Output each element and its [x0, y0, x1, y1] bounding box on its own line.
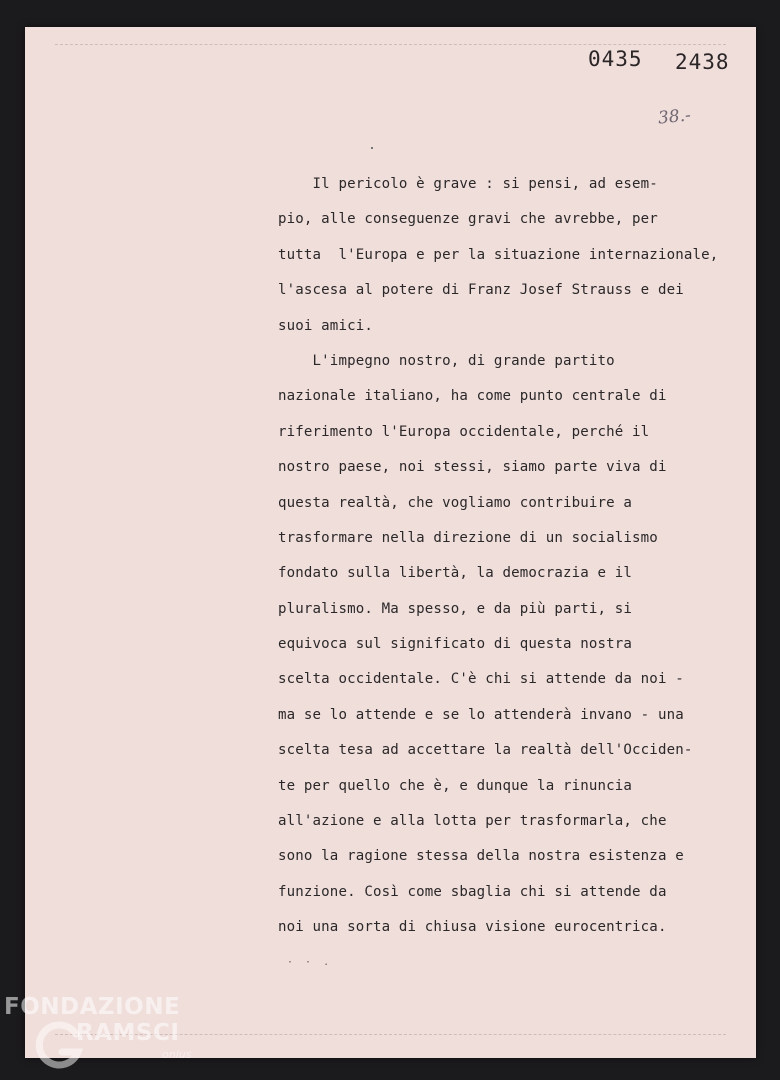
- watermark-suffix: onlus: [162, 1048, 192, 1061]
- document-page: [25, 27, 756, 1058]
- text-line: nostro paese, noi stessi, siamo parte viva di: [278, 459, 667, 476]
- ink-specks-bottom: · · .: [287, 957, 333, 968]
- typed-text-body: [278, 167, 748, 946]
- text-line: scelta occidentale. C'è chi si attende da noi -: [278, 671, 684, 688]
- text-line: trasformare nella direzione di un socialismo: [278, 529, 658, 546]
- text-line: Il pericolo è grave : si pensi, ad esem-: [278, 176, 658, 192]
- text-line: funzione. Così come sbaglia chi si attende da: [278, 883, 667, 900]
- text-line: L'impegno nostro, di grande partito: [278, 352, 615, 369]
- text-line: l'ascesa al potere di Franz Josef Strauss e dei: [278, 282, 684, 299]
- top-dashed-rule: [55, 44, 726, 45]
- text-line: pluralismo. Ma spesso, e da più parti, si: [278, 600, 633, 617]
- handwritten-page-number: 38.-: [657, 105, 692, 129]
- watermark-line1: FONDAZIONE: [4, 994, 181, 1020]
- text-line: riferimento l'Europa occidentale, perché il: [278, 423, 650, 440]
- text-line: noi una sorta di chiusa visione eurocentrica.: [278, 919, 667, 936]
- text-line: questa realtà, che vogliamo contribuire a: [278, 494, 633, 511]
- text-line: scelta tesa ad accettare la realtà dell'Occiden-: [278, 742, 693, 759]
- text-line: tutta l'Europa e per la situazione internazionale,: [278, 246, 719, 263]
- text-line: equivoca sul significato di questa nostra: [278, 636, 633, 653]
- ink-speck: [371, 147, 373, 149]
- archive-number-right: 2438: [675, 50, 730, 74]
- text-line: sono la ragione stessa della nostra esistenza e: [278, 848, 684, 865]
- text-line: nazionale italiano, ha come punto centrale di: [278, 388, 667, 405]
- text-line: pio, alle conseguenze gravi che avrebbe, per: [278, 211, 658, 228]
- text-line: suoi amici.: [278, 317, 373, 334]
- fondazione-gramsci-watermark: [4, 994, 204, 1080]
- text-line: ma se lo attende e se lo attenderà invano - una: [278, 706, 684, 723]
- archive-number-left: 0435: [588, 47, 643, 71]
- text-line: fondato sulla libertà, la democrazia e il: [278, 565, 633, 582]
- watermark-line2: RAMSCI: [76, 1020, 180, 1046]
- text-line: te per quello che è, e dunque la rinuncia: [278, 777, 633, 794]
- text-line: all'azione e alla lotta per trasformarla, che: [278, 813, 667, 830]
